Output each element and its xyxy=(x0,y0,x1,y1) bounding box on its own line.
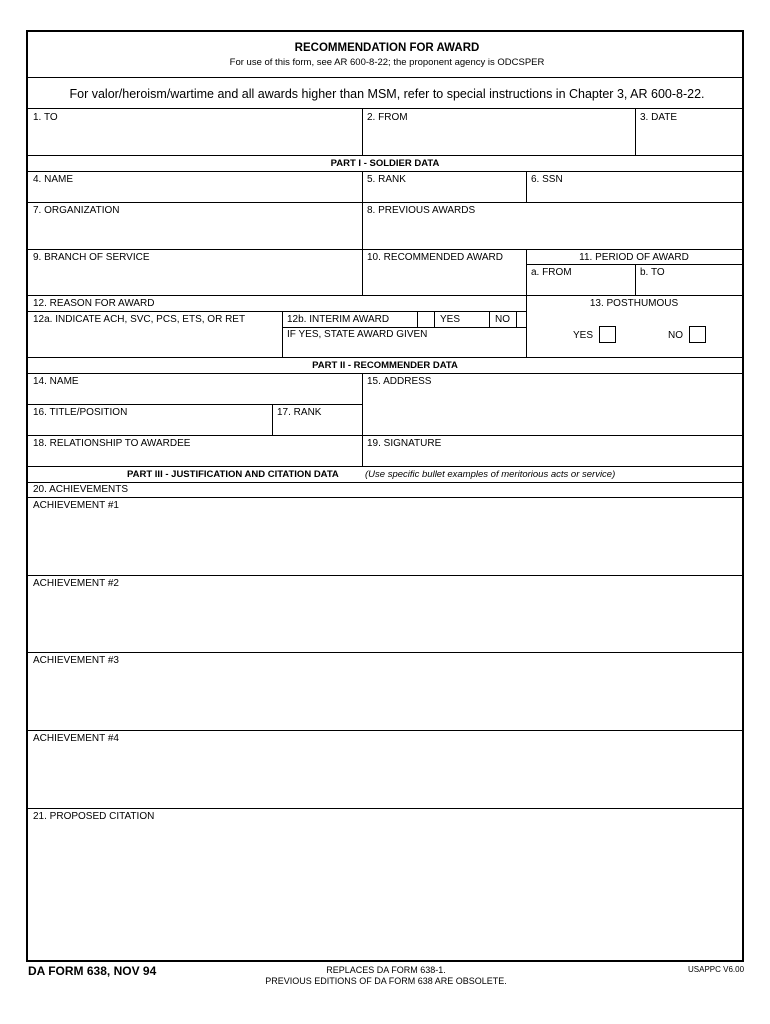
form-title: RECOMMENDATION FOR AWARD xyxy=(294,42,480,54)
organization-label: 7. ORGANIZATION xyxy=(33,205,120,216)
replaces-note: REPLACES DA FORM 638-1. xyxy=(326,965,446,975)
state-award-field[interactable] xyxy=(284,342,524,356)
period-from-label: a. FROM xyxy=(531,267,572,278)
from-field[interactable] xyxy=(364,124,634,154)
title-position-field[interactable] xyxy=(30,420,270,434)
previous-awards-field[interactable] xyxy=(364,218,741,248)
indicate-label: 12a. INDICATE ACH, SVC, PCS, ETS, OR RET xyxy=(33,314,246,325)
achievement-3-field[interactable] xyxy=(30,668,740,729)
citation-label: 21. PROPOSED CITATION xyxy=(33,811,155,822)
date-field[interactable] xyxy=(637,124,741,154)
date-label: 3. DATE xyxy=(640,112,678,123)
from-label: 2. FROM xyxy=(367,112,408,123)
achievement-4-label: ACHIEVEMENT #4 xyxy=(33,733,119,744)
interim-yes-label[interactable]: YES xyxy=(440,314,461,325)
reason-label: 12. REASON FOR AWARD xyxy=(33,298,155,309)
to-field[interactable] xyxy=(30,124,360,154)
to-label: 1. TO xyxy=(33,112,58,123)
achievements-label: 20. ACHIEVEMENTS xyxy=(33,484,129,495)
achievement-2-label: ACHIEVEMENT #2 xyxy=(33,578,119,589)
address-field[interactable] xyxy=(364,389,741,434)
relationship-label: 18. RELATIONSHIP TO AWARDEE xyxy=(33,438,191,449)
part2-heading: PART II - RECOMMENDER DATA xyxy=(312,360,458,371)
achievement-1-label: ACHIEVEMENT #1 xyxy=(33,500,119,511)
achievement-1-field[interactable] xyxy=(30,513,740,574)
posthumous-yes-checkbox[interactable] xyxy=(599,326,616,343)
recommended-award-label: 10. RECOMMENDED AWARD xyxy=(367,252,503,263)
citation-field[interactable] xyxy=(30,824,740,958)
form-id: DA FORM 638, NOV 94 xyxy=(28,964,157,978)
address-label: 15. ADDRESS xyxy=(367,376,432,387)
ssn-label: 6. SSN xyxy=(531,174,563,185)
ssn-field[interactable] xyxy=(528,187,741,201)
previous-awards-label: 8. PREVIOUS AWARDS xyxy=(367,205,476,216)
award-form xyxy=(26,30,744,962)
soldier-name-field[interactable] xyxy=(30,187,360,201)
posthumous-label: 13. POSTHUMOUS xyxy=(589,298,679,309)
title-position-label: 16. TITLE/POSITION xyxy=(33,407,128,418)
form-subtitle: For use of this form, see AR 600-8-22; the proponent agency is ODCSPER xyxy=(229,57,545,68)
achievement-3-label: ACHIEVEMENT #3 xyxy=(33,655,119,666)
interim-award-label: 12b. INTERIM AWARD xyxy=(287,314,390,325)
branch-field[interactable] xyxy=(30,265,360,294)
organization-field[interactable] xyxy=(30,218,360,248)
posthumous-no-checkbox[interactable] xyxy=(689,326,706,343)
relationship-field[interactable] xyxy=(30,451,360,465)
branch-label: 9. BRANCH OF SERVICE xyxy=(33,252,150,263)
obsolete-note: PREVIOUS EDITIONS OF DA FORM 638 ARE OBSOLETE. xyxy=(265,976,507,986)
soldier-name-label: 4. NAME xyxy=(33,174,74,185)
interim-no-label[interactable]: NO xyxy=(495,314,510,325)
part3-heading: PART III - JUSTIFICATION AND CITATION DATA xyxy=(127,469,339,480)
recommended-award-field[interactable] xyxy=(364,265,524,294)
recommender-name-label: 14. NAME xyxy=(33,376,79,387)
recommender-rank-label: 17. RANK xyxy=(277,407,322,418)
recommender-rank-field[interactable] xyxy=(274,420,360,434)
state-award-label: IF YES, STATE AWARD GIVEN xyxy=(287,329,428,340)
recommender-name-field[interactable] xyxy=(30,389,360,403)
version-label: USAPPC V6.00 xyxy=(688,965,745,974)
special-instructions: For valor/heroism/wartime and all awards higher than MSM, refer to special instructions in Chapter 3, AR 600-8-22. xyxy=(69,87,705,101)
posthumous-no-label: NO xyxy=(668,330,683,341)
soldier-rank-field[interactable] xyxy=(364,187,524,201)
posthumous-yes-label: YES xyxy=(573,330,594,341)
period-label: 11. PERIOD OF AWARD xyxy=(579,252,689,263)
signature-field[interactable] xyxy=(364,451,741,465)
part3-heading-note: (Use specific bullet examples of meritorious acts or service) xyxy=(365,469,616,480)
period-from-field[interactable] xyxy=(528,279,634,294)
achievement-2-field[interactable] xyxy=(30,591,740,652)
achievement-4-field[interactable] xyxy=(30,746,740,807)
part1-heading: PART I - SOLDIER DATA xyxy=(330,158,440,169)
soldier-rank-label: 5. RANK xyxy=(367,174,406,185)
signature-label: 19. SIGNATURE xyxy=(367,438,442,449)
indicate-field[interactable] xyxy=(30,327,280,356)
period-to-label: b. TO xyxy=(640,267,665,278)
period-to-field[interactable] xyxy=(637,279,741,294)
